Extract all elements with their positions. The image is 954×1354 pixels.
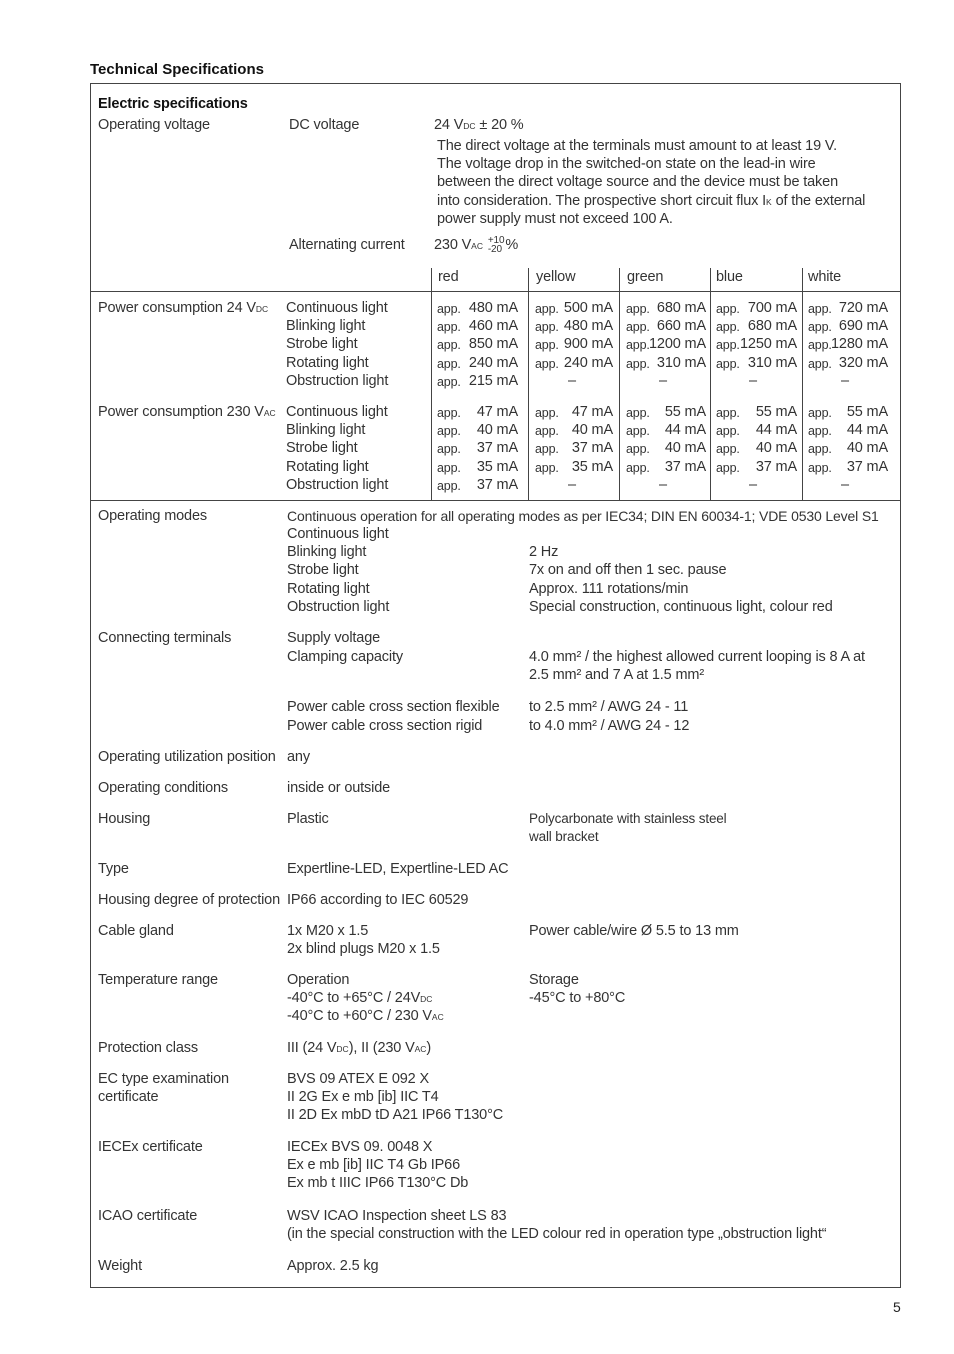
gland-value: 1x M20 x 1.5 2x blind plugs M20 x 1.5 bbox=[287, 923, 440, 958]
colour-header-green: green bbox=[627, 269, 664, 285]
dc-note: The direct voltage at the terminals must amount to at least 19 V. The voltage drop in the switched-on state on the lead-in wire between the direct voltage source and the device must be taken into consideration. The prospective short circuit flux IK of the external power supply must not exceed 100 A. bbox=[437, 138, 866, 227]
power24-green-app-label: app. bbox=[626, 338, 650, 353]
power230-yellow-app-label: app. bbox=[535, 424, 559, 439]
colour-header-red: red bbox=[438, 269, 459, 285]
icao-label: ICAO certificate bbox=[98, 1208, 198, 1224]
power230-red-app-label: app. bbox=[437, 442, 461, 457]
power24-white-value: 320 mA bbox=[838, 354, 888, 371]
power24-white-app-label: app. bbox=[808, 302, 832, 316]
conditions-value: inside or outside bbox=[287, 780, 391, 796]
power24-red-value: 215 mA bbox=[468, 372, 518, 389]
power24-red-app-label: app. bbox=[437, 356, 461, 371]
power230-yellow-app-label: app. bbox=[535, 442, 559, 457]
power24-modes: Continuous light Blinking light Strobe light Rotating light Obstruction light bbox=[286, 300, 389, 389]
power230-green-value: 55 mA bbox=[664, 404, 706, 420]
power230-yellow-value: 40 mA bbox=[571, 422, 613, 439]
cable-rigid: Power cable cross section rigid bbox=[287, 718, 483, 734]
power24-yellow-app-label: app. bbox=[535, 356, 559, 371]
power24-red-value: 850 mA bbox=[468, 336, 518, 353]
power24-red-value: 240 mA bbox=[468, 354, 518, 371]
power230-white-app-label: app. bbox=[808, 406, 832, 420]
power230-red-app-label: app. bbox=[437, 478, 461, 493]
page-number: 5 bbox=[893, 1299, 901, 1315]
power24-yellow-value: 240 mA bbox=[563, 354, 613, 371]
power230-yellow-value: 35 mA bbox=[571, 458, 613, 475]
power24-green-value: 1200 mA bbox=[649, 336, 706, 353]
terminals-label: Connecting terminals bbox=[98, 630, 232, 646]
weight-value: Approx. 2.5 kg bbox=[287, 1258, 379, 1274]
power24-green-app-label: app. bbox=[626, 302, 650, 316]
power24-white-app-label: app. bbox=[808, 356, 832, 371]
power24-blue-value: – bbox=[749, 372, 757, 389]
power230-yellow-value: – bbox=[568, 476, 576, 493]
power24-white-value: 720 mA bbox=[838, 300, 888, 316]
power24-yellow-value: – bbox=[568, 372, 576, 389]
power230-red-app-label: app. bbox=[437, 460, 461, 475]
power24-blue-value: 1250 mA bbox=[740, 336, 797, 353]
weight-label: Weight bbox=[98, 1258, 142, 1274]
power230-white-value: 44 mA bbox=[846, 422, 888, 439]
power24-green-app-label: app. bbox=[626, 320, 650, 335]
power230-red-value: 37 mA bbox=[476, 440, 518, 457]
power230-blue-value: 37 mA bbox=[755, 458, 797, 475]
power24-blue-app-label: app. bbox=[716, 356, 740, 371]
power24-yellow-value: 500 mA bbox=[563, 300, 613, 316]
conditions-label: Operating conditions bbox=[98, 780, 228, 796]
power24-white-app-label: app. bbox=[808, 320, 832, 335]
terminals-supply: Supply voltage bbox=[287, 630, 381, 646]
power24-blue-value: 680 mA bbox=[747, 318, 797, 335]
power24-white-value: 690 mA bbox=[838, 318, 888, 335]
ac-label: Alternating current bbox=[289, 237, 405, 253]
power230-red-app-label: app. bbox=[437, 406, 461, 420]
electric-heading: Electric specifications bbox=[98, 96, 248, 112]
power230-green-app-label: app. bbox=[626, 424, 650, 439]
power24-blue-value: 310 mA bbox=[747, 354, 797, 371]
op-modes-list: Continuous light Blinking light Strobe light Rotating light Obstruction light bbox=[287, 526, 390, 615]
gland-label: Cable gland bbox=[98, 923, 174, 939]
power24-red-app-label: app. bbox=[437, 338, 461, 353]
page-title: Technical Specifications bbox=[90, 61, 264, 78]
power24-white-value: 1280 mA bbox=[831, 336, 888, 353]
gland-detail: Power cable/wire Ø 5.5 to 13 mm bbox=[529, 923, 739, 939]
power24-green-app-label: app. bbox=[626, 356, 650, 371]
power24-blue-value: 700 mA bbox=[747, 300, 797, 316]
power24-yellow-value: 900 mA bbox=[563, 336, 613, 353]
power24-blue-app-label: app. bbox=[716, 338, 740, 353]
col-divider-blue bbox=[710, 268, 711, 500]
colour-header-yellow: yellow bbox=[536, 269, 576, 285]
col-divider-white bbox=[802, 268, 803, 500]
power230-green-app-label: app. bbox=[626, 460, 650, 475]
colour-header-blue: blue bbox=[716, 269, 743, 285]
terminals-clamp: Clamping capacity bbox=[287, 649, 403, 665]
power230-yellow-app-label: app. bbox=[535, 460, 559, 475]
power24-blue-app-label: app. bbox=[716, 302, 740, 316]
power24-label: Power consumption 24 VDC bbox=[98, 300, 269, 316]
type-label: Type bbox=[98, 861, 129, 877]
power230-white-value: – bbox=[841, 476, 849, 493]
col-divider-green bbox=[619, 268, 620, 500]
power230-modes: Continuous light Blinking light Strobe light Rotating light Obstruction light bbox=[286, 404, 389, 493]
power24-red-app-label: app. bbox=[437, 320, 461, 335]
power230-yellow-value: 47 mA bbox=[571, 404, 613, 420]
power230-blue-app-label: app. bbox=[716, 442, 740, 457]
power230-yellow-value: 37 mA bbox=[571, 440, 613, 457]
power230-red-value: 40 mA bbox=[476, 422, 518, 439]
power24-white-app-label: app. bbox=[808, 338, 832, 353]
ac-value: 230 VAC +10 -20 % bbox=[434, 235, 519, 256]
power24-red-value: 480 mA bbox=[468, 300, 518, 316]
housing-label: Housing bbox=[98, 811, 151, 827]
power230-blue-value: 44 mA bbox=[755, 422, 797, 439]
class-value: III (24 VDC), II (230 VAC) bbox=[287, 1040, 432, 1056]
position-label: Operating utilization position bbox=[98, 749, 276, 765]
temp-label: Temperature range bbox=[98, 972, 218, 988]
power24-white-value: – bbox=[841, 372, 849, 389]
power230-green-value: 44 mA bbox=[664, 422, 706, 439]
colour-header-white: white bbox=[808, 269, 842, 285]
power230-blue-value: 40 mA bbox=[755, 440, 797, 457]
cable-flex-value: to 2.5 mm² / AWG 24 - 11 bbox=[529, 699, 689, 715]
power24-green-value: 660 mA bbox=[656, 318, 706, 335]
iecex-values: IECEx BVS 09. 0048 X Ex e mb [ib] IIC T4 Gb IP66 Ex mb t IIIC IP66 T130°C Db bbox=[287, 1139, 469, 1192]
power230-green-app-label: app. bbox=[626, 442, 650, 457]
temp-operation: Operation -40°C to +65°C / 24VDC -40°C to +60°C / 230 VAC bbox=[287, 972, 444, 1025]
ec-values: BVS 09 ATEX E 092 X II 2G Ex e mb [ib] IIC T4 II 2D Ex mbD tD A21 IP66 T130°C bbox=[287, 1071, 504, 1124]
power230-label: Power consumption 230 VAC bbox=[98, 404, 276, 420]
power230-green-app-label: app. bbox=[626, 406, 650, 420]
power230-white-app-label: app. bbox=[808, 424, 832, 439]
divider-electric bbox=[90, 291, 901, 292]
col-divider-red bbox=[431, 268, 432, 500]
icao-values: WSV ICAO Inspection sheet LS 83 (in the special construction with the LED colour red in operation type „obstruction light“ bbox=[287, 1208, 827, 1243]
power230-red-value: 37 mA bbox=[476, 476, 518, 493]
power24-yellow-app-label: app. bbox=[535, 302, 559, 316]
power230-red-app-label: app. bbox=[437, 424, 461, 439]
power24-red-app-label: app. bbox=[437, 302, 461, 316]
power230-red-value: 47 mA bbox=[476, 404, 518, 420]
power24-yellow-app-label: app. bbox=[535, 338, 559, 353]
power24-green-value: 310 mA bbox=[656, 354, 706, 371]
power230-blue-app-label: app. bbox=[716, 406, 740, 420]
power230-red-value: 35 mA bbox=[476, 458, 518, 475]
power230-white-value: 55 mA bbox=[846, 404, 888, 420]
col-divider-yellow bbox=[528, 268, 529, 500]
temp-storage: Storage -45°C to +80°C bbox=[529, 972, 626, 1007]
dc-value: 24 VDC ± 20 % bbox=[434, 117, 524, 133]
power230-white-app-label: app. bbox=[808, 442, 832, 457]
op-modes-intro: Continuous operation for all operating modes as per IEC34; DIN EN 60034-1; VDE 0530 Level S1 bbox=[287, 508, 879, 524]
power24-green-value: – bbox=[659, 372, 667, 389]
housing-detail: Polycarbonate with stainless steel wall bracket bbox=[529, 811, 727, 845]
divider-power bbox=[90, 500, 901, 501]
class-label: Protection class bbox=[98, 1040, 198, 1056]
type-value: Expertline-LED, Expertline-LED AC bbox=[287, 861, 509, 877]
op-modes-values: 2 Hz 7x on and off then 1 sec. pause Approx. 111 rotations/min Special construction, continuous light, colour red bbox=[529, 544, 833, 615]
power230-white-value: 37 mA bbox=[846, 458, 888, 475]
power24-blue-app-label: app. bbox=[716, 320, 740, 335]
power230-green-value: – bbox=[659, 476, 667, 493]
power230-blue-app-label: app. bbox=[716, 424, 740, 439]
position-value: any bbox=[287, 749, 310, 765]
protection-degree-label: Housing degree of protection bbox=[98, 892, 281, 908]
power230-green-value: 37 mA bbox=[664, 458, 706, 475]
power230-green-value: 40 mA bbox=[664, 440, 706, 457]
power230-white-app-label: app. bbox=[808, 460, 832, 475]
cable-flex: Power cable cross section flexible bbox=[287, 699, 500, 715]
power24-yellow-app-label: app. bbox=[535, 320, 559, 335]
ec-label: EC type examination certificate bbox=[98, 1071, 229, 1106]
power230-white-value: 40 mA bbox=[846, 440, 888, 457]
iecex-label: IECEx certificate bbox=[98, 1139, 203, 1155]
terminals-clamp-value: 4.0 mm² / the highest allowed current looping is 8 A at 2.5 mm² and 7 A at 1.5 mm² bbox=[529, 649, 865, 684]
power24-yellow-value: 480 mA bbox=[563, 318, 613, 335]
power230-blue-app-label: app. bbox=[716, 460, 740, 475]
power230-blue-value: – bbox=[749, 476, 757, 493]
op-modes-label: Operating modes bbox=[98, 508, 207, 524]
dc-label: DC voltage bbox=[289, 117, 360, 133]
power230-blue-value: 55 mA bbox=[755, 404, 797, 420]
power24-green-value: 680 mA bbox=[656, 300, 706, 316]
cable-rigid-value: to 4.0 mm² / AWG 24 - 12 bbox=[529, 718, 690, 734]
op-voltage-label: Operating voltage bbox=[98, 117, 210, 133]
housing-value: Plastic bbox=[287, 811, 329, 827]
power24-red-app-label: app. bbox=[437, 374, 461, 389]
power24-red-value: 460 mA bbox=[468, 318, 518, 335]
power230-yellow-app-label: app. bbox=[535, 406, 559, 420]
protection-degree-value: IP66 according to IEC 60529 bbox=[287, 892, 469, 908]
